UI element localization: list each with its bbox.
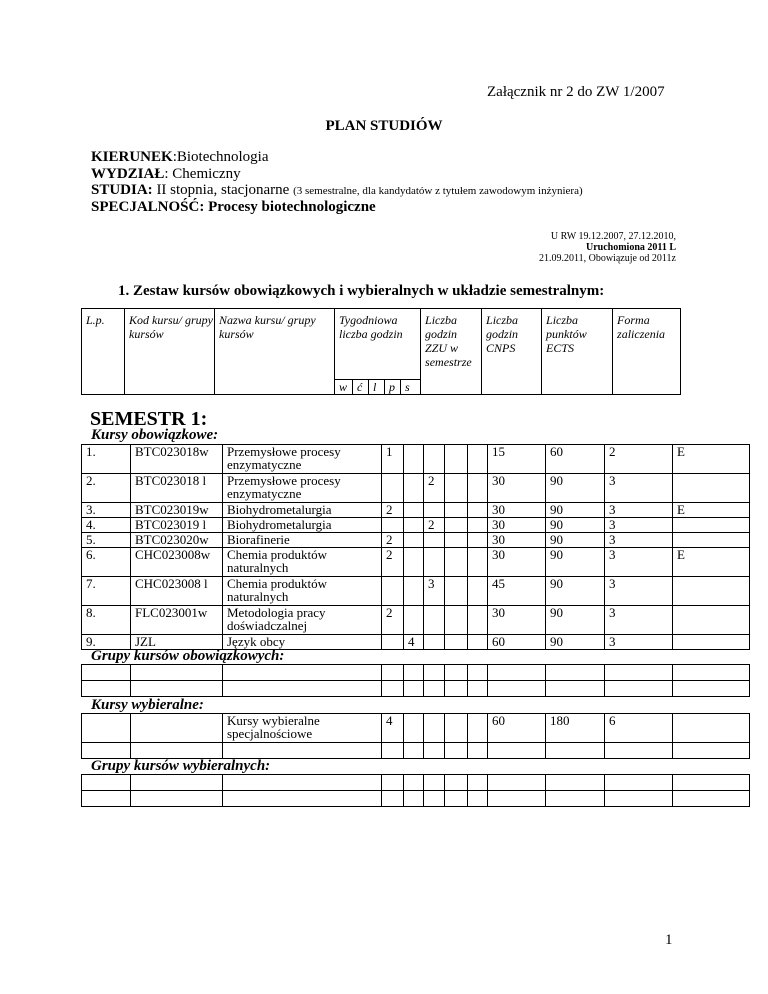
course-cell-kod: BTC023019w <box>131 503 223 518</box>
course-cell-forma <box>673 533 750 548</box>
course-cell-cnps: 90 <box>546 533 605 548</box>
course-cell-s <box>468 577 488 606</box>
table-row <box>82 681 750 697</box>
course-cell-forma: E <box>673 548 750 577</box>
course-cell-s <box>468 533 488 548</box>
course-cell-ects: 2 <box>605 445 673 474</box>
page-number: 1 <box>665 932 673 948</box>
course-cell-p <box>445 503 468 518</box>
course-cell-c <box>404 548 424 577</box>
table-row <box>82 474 750 503</box>
wydzial-line <box>91 166 241 183</box>
header-sub-w: w <box>335 380 353 395</box>
header-table <box>81 308 681 395</box>
table-row <box>82 503 750 518</box>
elective-groups-label: Grupy kursów wybieralnych: <box>91 758 271 774</box>
launch-note: Uruchomiona 2011 L <box>585 242 676 253</box>
header-sub-s: s <box>401 380 421 395</box>
course-cell-nazwa: Język obcy <box>223 635 382 650</box>
course-cell-cnps: 90 <box>546 548 605 577</box>
course-cell-l <box>424 606 445 635</box>
course-cell-nazwa: Biorafinerie <box>223 533 382 548</box>
course-cell-cnps: 90 <box>546 503 605 518</box>
header-sub-p: p <box>385 380 401 395</box>
course-cell-cnps: 60 <box>546 445 605 474</box>
course-cell-s <box>468 503 488 518</box>
course-cell-p <box>445 548 468 577</box>
course-cell-l <box>424 445 445 474</box>
table-row <box>82 775 750 791</box>
elective-groups-table <box>81 774 750 807</box>
course-cell-s <box>468 474 488 503</box>
studia-note: (3 semestralne, dla kandydatów z tytułem zawodowym inżyniera) <box>293 185 583 197</box>
course-cell-nazwa: Biohydrometalurgia <box>223 503 382 518</box>
course-cell-l <box>424 635 445 650</box>
course-cell-lp: 5. <box>82 533 131 548</box>
courses-table <box>81 444 750 650</box>
header-sub-l: l <box>369 380 385 395</box>
course-cell-forma <box>673 474 750 503</box>
course-cell-lp: 9. <box>82 635 131 650</box>
course-cell-lp: 7. <box>82 577 131 606</box>
course-cell-s <box>468 445 488 474</box>
course-cell-c <box>404 533 424 548</box>
header-lp: L.p. <box>82 309 125 395</box>
course-cell-c <box>404 606 424 635</box>
wydzial-label: WYDZIAŁ <box>91 166 165 182</box>
elective-courses-label: Kursy wybieralne: <box>91 697 204 713</box>
resolution-note: U RW 19.12.2007, 27.12.2010, <box>550 231 676 242</box>
course-cell-zzu: 30 <box>488 474 546 503</box>
course-cell-forma <box>673 606 750 635</box>
header-nazwa: Nazwa kursu/ grupy kursów <box>215 309 335 395</box>
course-cell-lp: 2. <box>82 474 131 503</box>
course-cell-cnps: 90 <box>546 635 605 650</box>
table-row <box>82 577 750 606</box>
course-cell-l <box>424 503 445 518</box>
elective-table <box>81 713 750 759</box>
specjalnosc-label: SPECJALNOŚĆ: <box>91 199 209 215</box>
course-cell-ects: 3 <box>605 533 673 548</box>
course-cell-c <box>404 503 424 518</box>
course-cell-zzu: 30 <box>488 503 546 518</box>
course-cell-l: 2 <box>424 518 445 533</box>
course-cell-p <box>445 577 468 606</box>
table-row <box>82 791 750 807</box>
course-cell-p <box>445 518 468 533</box>
course-cell-c <box>404 577 424 606</box>
course-cell-lp: 3. <box>82 503 131 518</box>
course-cell-w <box>382 474 404 503</box>
course-cell-kod: BTC023018w <box>131 445 223 474</box>
annex-reference: Załącznik nr 2 do ZW 1/2007 <box>487 84 665 100</box>
course-cell-w: 1 <box>382 445 404 474</box>
table-row <box>82 714 750 743</box>
course-cell-w: 2 <box>382 533 404 548</box>
table-row <box>82 518 750 533</box>
course-cell-lp: 1. <box>82 445 131 474</box>
kierunek-value: :Biotechnologia <box>172 149 269 165</box>
elective-zzu: 60 <box>488 714 546 743</box>
course-cell-c <box>404 518 424 533</box>
course-cell-ects: 3 <box>605 577 673 606</box>
studia-value: II stopnia, stacjonarne <box>152 182 294 198</box>
wydzial-value: : Chemiczny <box>164 166 241 182</box>
course-cell-w <box>382 635 404 650</box>
course-cell-l: 3 <box>424 577 445 606</box>
page-title: PLAN STUDIÓW <box>325 118 443 134</box>
course-cell-w <box>382 518 404 533</box>
course-cell-kod: FLC023001w <box>131 606 223 635</box>
course-cell-p <box>445 606 468 635</box>
course-cell-cnps: 90 <box>546 606 605 635</box>
table-row <box>82 548 750 577</box>
course-cell-c <box>404 445 424 474</box>
header-zzu: Liczba godzin ZZU w semestrze <box>421 309 482 395</box>
section-heading: 1. Zestaw kursów obowiązkowych i wybieralnych w układzie semestralnym: <box>118 283 605 299</box>
course-cell-c: 4 <box>404 635 424 650</box>
specjalnosc-value: Procesy biotechnologiczne <box>208 199 376 215</box>
course-cell-cnps: 90 <box>546 518 605 533</box>
course-cell-ects: 3 <box>605 606 673 635</box>
semester-label: SEMESTR 1: <box>90 408 208 430</box>
course-cell-w: 2 <box>382 503 404 518</box>
course-cell-kod: JZL <box>131 635 223 650</box>
course-cell-cnps: 90 <box>546 474 605 503</box>
obligatory-groups-label: Grupy kursów obowiązkowych: <box>91 648 285 664</box>
course-cell-w <box>382 577 404 606</box>
course-cell-zzu: 45 <box>488 577 546 606</box>
table-row <box>82 533 750 548</box>
header-forma: Forma zaliczenia <box>613 309 681 395</box>
specjalnosc-line <box>91 199 376 216</box>
table-row <box>82 743 750 759</box>
elective-w: 4 <box>382 714 404 743</box>
course-cell-p <box>445 635 468 650</box>
course-cell-kod: BTC023019 l <box>131 518 223 533</box>
course-cell-nazwa: Chemia produktów naturalnych <box>223 577 382 606</box>
header-ects: Liczba punktów ECTS <box>542 309 613 395</box>
course-cell-l <box>424 533 445 548</box>
course-cell-ects: 3 <box>605 635 673 650</box>
course-cell-forma <box>673 518 750 533</box>
course-cell-w: 2 <box>382 548 404 577</box>
course-cell-zzu: 30 <box>488 533 546 548</box>
course-cell-zzu: 60 <box>488 635 546 650</box>
table-row <box>82 606 750 635</box>
course-cell-ects: 3 <box>605 548 673 577</box>
course-cell-zzu: 15 <box>488 445 546 474</box>
course-cell-zzu: 30 <box>488 548 546 577</box>
header-kod: Kod kursu/ grupy kursów <box>125 309 215 395</box>
course-cell-kod: BTC023020w <box>131 533 223 548</box>
table-row <box>82 445 750 474</box>
course-cell-w: 2 <box>382 606 404 635</box>
header-sub-c: ć <box>353 380 369 395</box>
header-tyg: Tygodniowa liczba godzin <box>335 309 421 380</box>
course-cell-kod: CHC023008 l <box>131 577 223 606</box>
course-cell-nazwa: Biohydrometalurgia <box>223 518 382 533</box>
course-cell-forma <box>673 577 750 606</box>
course-cell-l <box>424 548 445 577</box>
course-cell-kod: CHC023008w <box>131 548 223 577</box>
course-cell-lp: 8. <box>82 606 131 635</box>
course-cell-p <box>445 474 468 503</box>
course-cell-nazwa: Przemysłowe procesy enzymatyczne <box>223 445 382 474</box>
studia-label: STUDIA: <box>91 182 153 198</box>
course-cell-ects: 3 <box>605 474 673 503</box>
course-cell-ects: 3 <box>605 503 673 518</box>
course-cell-forma: E <box>673 445 750 474</box>
course-cell-ects: 3 <box>605 518 673 533</box>
validity-note: 21.09.2011, Obowiązuje od 2011z <box>538 253 676 264</box>
course-cell-s <box>468 635 488 650</box>
obligatory-groups-table <box>81 664 750 697</box>
course-cell-c <box>404 474 424 503</box>
course-cell-s <box>468 548 488 577</box>
elective-ects: 6 <box>605 714 673 743</box>
elective-name: Kursy wybieralne specjalnościowe <box>223 714 382 743</box>
course-cell-p <box>445 445 468 474</box>
course-cell-zzu: 30 <box>488 518 546 533</box>
course-cell-forma: E <box>673 503 750 518</box>
table-row <box>82 665 750 681</box>
course-cell-s <box>468 606 488 635</box>
course-cell-p <box>445 533 468 548</box>
course-cell-forma <box>673 635 750 650</box>
course-cell-nazwa: Chemia produktów naturalnych <box>223 548 382 577</box>
course-cell-l: 2 <box>424 474 445 503</box>
course-cell-lp: 6. <box>82 548 131 577</box>
elective-cnps: 180 <box>546 714 605 743</box>
studia-line <box>91 182 583 199</box>
kierunek-line <box>91 149 269 166</box>
course-cell-kod: BTC023018 l <box>131 474 223 503</box>
course-cell-lp: 4. <box>82 518 131 533</box>
course-cell-nazwa: Przemysłowe procesy enzymatyczne <box>223 474 382 503</box>
header-cnps: Liczba godzin CNPS <box>482 309 542 395</box>
course-cell-cnps: 90 <box>546 577 605 606</box>
course-cell-zzu: 30 <box>488 606 546 635</box>
obligatory-courses-label: Kursy obowiązkowe: <box>91 427 219 443</box>
course-cell-s <box>468 518 488 533</box>
kierunek-label: KIERUNEK <box>91 149 173 165</box>
course-cell-nazwa: Metodologia pracy doświadczalnej <box>223 606 382 635</box>
